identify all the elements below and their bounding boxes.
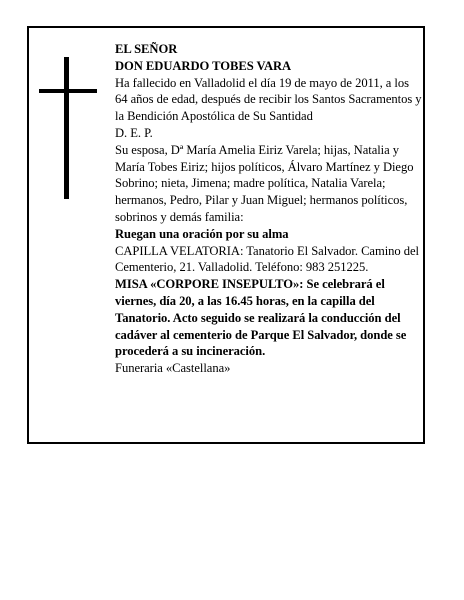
notice-text xyxy=(115,41,423,377)
obituary-notice xyxy=(27,26,425,444)
notice-title: EL SEÑOR xyxy=(115,42,178,56)
prayer-request: Ruegan una oración por su alma xyxy=(115,226,289,241)
family-list: Su esposa, Dª María Amelia Eiriz Varela; hijas, Natalia y María Tobes Eiriz; hijos políticos, Álvaro Martínez y Diego Sobrino; nieta, Jimena; madre política, Natalia Varela; hermanos, Pedro, Pilar y Juan Miguel; hermanos políticos, sobrinos y demás familia: xyxy=(115,142,414,224)
cross-icon xyxy=(39,57,97,199)
death-announcement: Ha fallecido en Valladolid el día 19 de mayo de 2011, a los 64 años de edad, después de recibir los Santos Sacramentos y la Bendición Apostólica de Su Santidad xyxy=(115,75,422,124)
chapel-info: CAPILLA VELATORIA: Tanatorio El Salvador. Camino del Cementerio, 21. Valladolid. Teléfono: 983 251225. xyxy=(115,243,419,275)
rest-in-peace: D. E. P. xyxy=(115,125,153,140)
mass-info: MISA «CORPORE INSEPULTO»: Se celebrará el viernes, día 20, a las 16.45 horas, en la capilla del Tanatorio. Acto seguido se realizará la conducción del cadáver al cementerio de Parque El Salvador, donde se procederá a su incineración. xyxy=(115,277,407,359)
deceased-name: DON EDUARDO TOBES VARA xyxy=(115,58,292,73)
funeral-home: Funeraria «Castellana» xyxy=(115,361,231,376)
